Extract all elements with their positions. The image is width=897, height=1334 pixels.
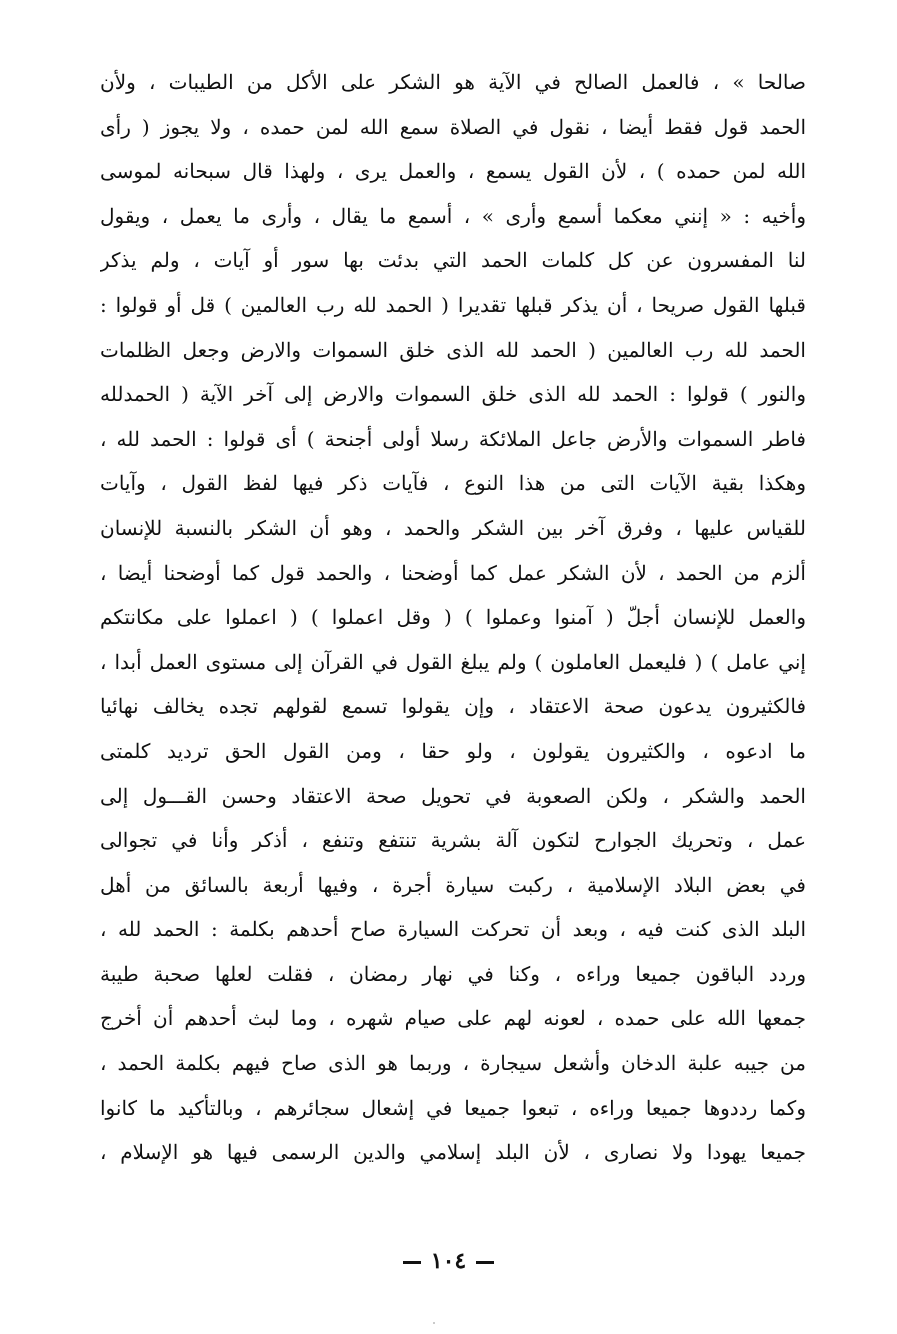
text-line: إني عامل ) ( فليعمل العاملون ) ولم يبلغ القول في القرآن إلى مستوى العمل أبدا ،: [100, 649, 806, 674]
text-line: وهكذا بقية الآيات التى من هذا النوع ، فآيات ذكر فيها لفظ القول ، وآيات: [100, 471, 806, 496]
text-line: الحمد قول فقط أيضا ، نقول في الصلاة سمع الله لمن حمده ، ولا يجوز ( رأى: [100, 114, 806, 139]
page-number-value: ١٠٤: [430, 1248, 467, 1274]
text-line: في بعض البلاد الإسلامية ، ركبت سيارة أجرة ، وفيها أربعة بالسائق من أهل: [100, 872, 806, 897]
text-line: للقياس عليها ، وفرق آخر بين الشكر والحمد ، وهو أن الشكر بالنسبة للإنسان: [100, 515, 806, 540]
text-line: الله لمن حمده ) ، لأن القول يسمع ، والعمل يرى ، ولهذا قال سبحانه لموسى: [100, 159, 806, 184]
text-line: جميعا يهودا ولا نصارى ، لأن البلد إسلامي والدين الرسمى فيها هو الإسلام ،: [100, 1140, 806, 1165]
text-line: عمل ، وتحريك الجوارح لتكون آلة بشرية تنتفع وتنفع ، أذكر وأنا في تجوالى: [100, 828, 806, 853]
dash-mark: [476, 1261, 494, 1264]
text-line: وكما رددوها جميعا وراءه ، تبعوا جميعا في إشعال سجائرهم ، وبالتأكيد ما كانوا: [100, 1095, 806, 1120]
text-line: فاطر السموات والأرض جاعل الملائكة رسلا أولى أجنحة ) أى قولوا : الحمد لله ،: [100, 426, 806, 451]
body-text: [100, 60, 806, 1175]
text-line: ألزم من الحمد ، لأن الشكر عمل كما أوضحنا ، والحمد قول كما أوضحنا أيضا ،: [100, 560, 806, 585]
text-line: الحمد والشكر ، ولكن الصعوبة في تحويل صحة الاعتقاد وحسن القـــول إلى: [100, 783, 806, 808]
text-line: وردد الباقون جميعا وراءه ، وكنا في نهار رمضان ، فقلت لعلها صحبة طيبة: [100, 961, 806, 986]
text-line: البلد الذى كنت فيه ، وبعد أن تحركت السيارة صاح أحدهم بكلمة : الحمد لله ،: [100, 917, 806, 942]
text-line: لنا المفسرون عن كل كلمات الحمد التي بدئت بها سور أو آيات ، ولم يذكر: [100, 248, 806, 273]
page-number: [0, 1248, 897, 1274]
text-line: من جيبه علبة الدخان وأشعل سيجارة ، وربما هو الذى صاح فيهم بكلمة الحمد ،: [100, 1051, 806, 1076]
text-line: فالكثيرون يدعون صحة الاعتقاد ، وإن يقولوا تسمع لقولهم تجده يخالف نهائيا: [100, 694, 806, 719]
scan-speck: [433, 1322, 435, 1324]
text-line: صالحا » ، فالعمل الصالح في الآية هو الشكر على الأكل من الطيبات ، ولأن: [100, 70, 806, 94]
dash-mark: [403, 1261, 421, 1264]
text-line: والعمل للإنسان أجلّ ( آمنوا وعملوا ) ( وقل اعملوا ) ( اعملوا على مكانتكم: [100, 605, 806, 630]
text-line: وأخيه : « إنني معكما أسمع وأرى » ، أسمع ما يقال ، وأرى ما يعمل ، ويقول: [100, 203, 806, 228]
text-line: قبلها القول صريحا ، أن يذكر قبلها تقديرا ( الحمد لله رب العالمين ) قل أو قولوا :: [100, 292, 806, 317]
text-line: والنور ) قولوا : الحمد لله الذى خلق السموات والارض إلى آخر الآية ( الحمدلله: [100, 382, 806, 407]
text-line: جمعها الله على حمده ، لعونه لهم على صيام شهره ، وما لبث أحدهم أن أخرج: [100, 1006, 806, 1031]
text-line: الحمد لله رب العالمين ( الحمد لله الذى خلق السموات والارض وجعل الظلمات: [100, 337, 806, 362]
text-line: ما ادعوه ، والكثيرون يقولون ، ولو حقا ، ومن القول الحق ترديد كلمتى: [100, 738, 806, 763]
